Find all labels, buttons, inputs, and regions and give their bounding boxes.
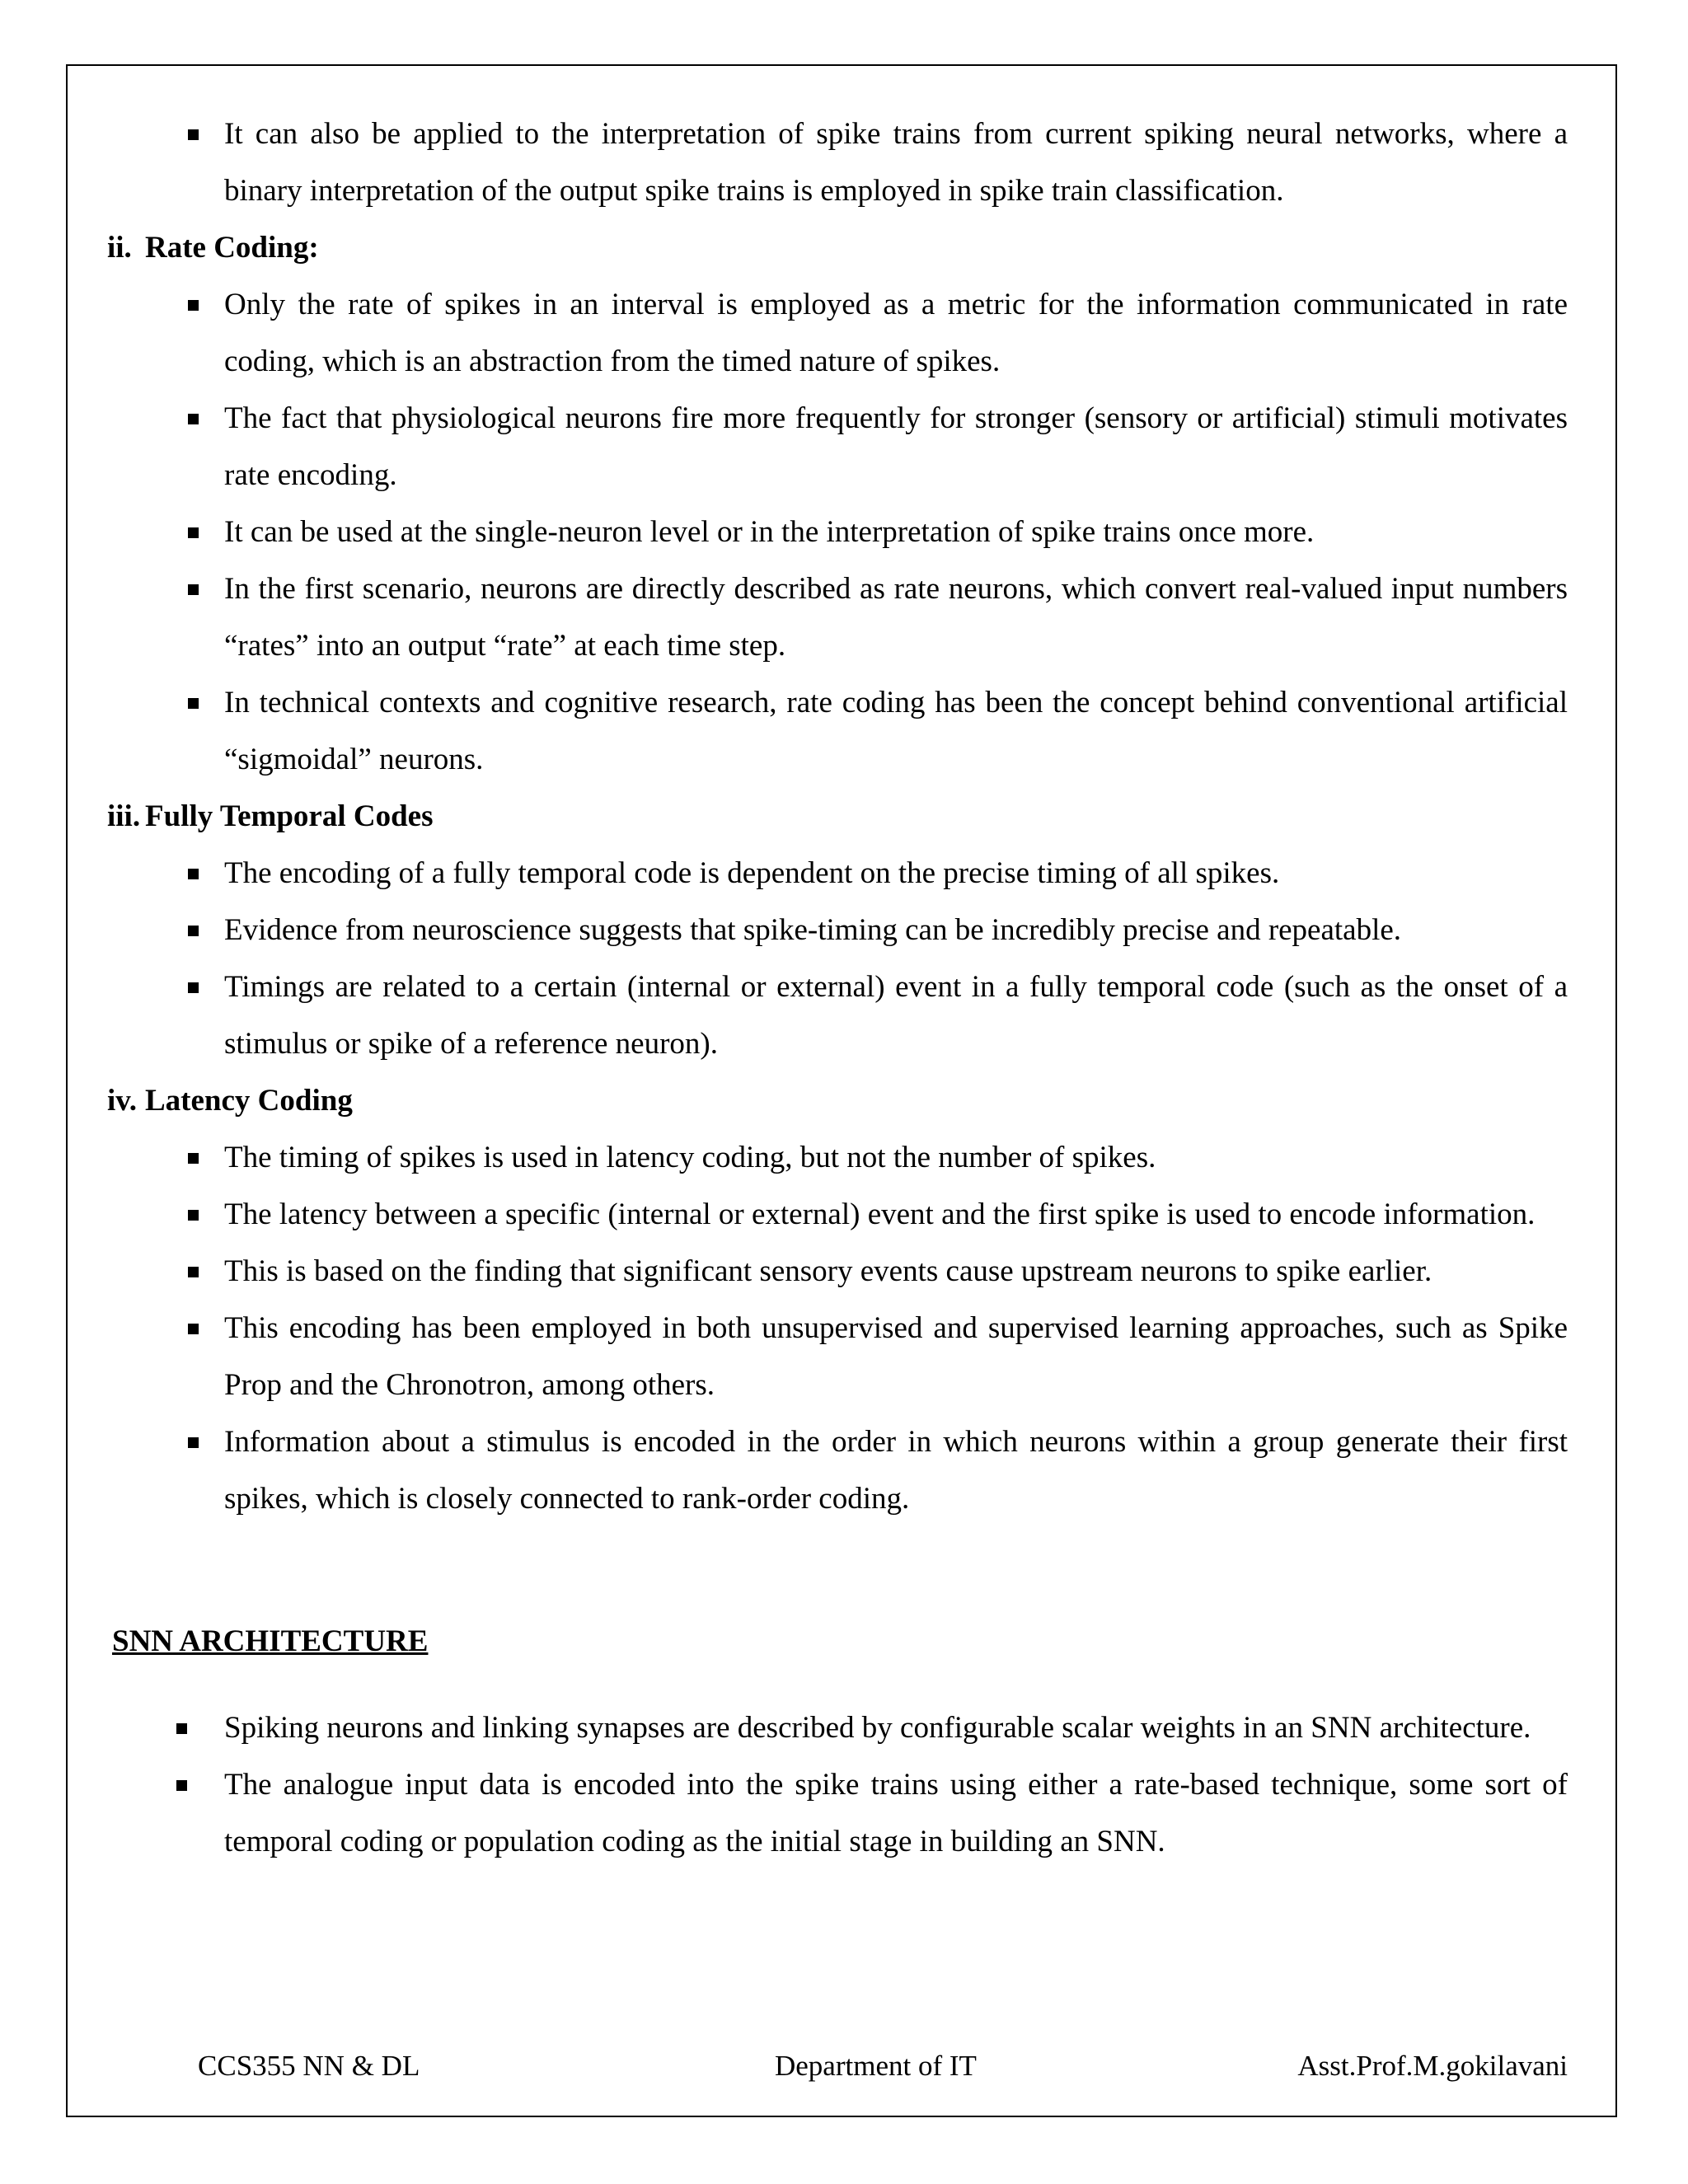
footer-department: Department of IT <box>775 2050 977 2082</box>
bullet-text: Evidence from neuroscience suggests that spike-timing can be incredibly precise and repeatable. <box>224 913 1402 947</box>
bullet-text: In the first scenario, neurons are directly described as rate neurons, which convert real-valued input numbers “rates” into an output “rate” at each time step. <box>224 572 1568 663</box>
bullet-item <box>148 560 1568 674</box>
bullet-text: Information about a stimulus is encoded in the order in which neurons within a group generate their first spikes, which is closely connected to rank-order coding. <box>224 1425 1568 1516</box>
bullet-item <box>148 390 1568 504</box>
square-bullet-icon <box>188 1437 199 1448</box>
intro-list <box>148 105 1568 219</box>
section-number: iii. <box>107 799 141 833</box>
bullet-item <box>148 105 1568 219</box>
square-bullet-icon <box>188 869 199 879</box>
bullet-text: This encoding has been employed in both unsupervised and supervised learning approaches, such as Spike Prop and the Chronotron, among others. <box>224 1311 1568 1402</box>
bullet-item <box>148 1756 1568 1870</box>
bullet-text: The timing of spikes is used in latency coding, but not the number of spikes. <box>224 1141 1156 1174</box>
bullet-item <box>148 1129 1568 1186</box>
bullet-item <box>148 1186 1568 1243</box>
fully-temporal-list <box>148 845 1568 1072</box>
architecture-list <box>148 1699 1568 1870</box>
architecture-heading: SNN ARCHITECTURE <box>112 1624 429 1658</box>
bullet-text: Spiking neurons and linking synapses are described by configurable scalar weights in an SNN architecture. <box>224 1711 1531 1745</box>
section-title: Latency Coding <box>145 1084 353 1118</box>
section-number: ii. <box>107 231 132 265</box>
bullet-text: Only the rate of spikes in an interval is employed as a metric for the information communicated in rate coding, which is an abstraction from the timed nature of spikes. <box>224 288 1568 378</box>
bullet-text: It can also be applied to the interpretation of spike trains from current spiking neural networks, where a binary interpretation of the output spike trains is employed in spike train classification. <box>224 117 1568 208</box>
bullet-text: The latency between a specific (internal or external) event and the first spike is used to encode information. <box>224 1197 1536 1231</box>
square-bullet-icon <box>188 1210 199 1221</box>
bullet-text: The analogue input data is encoded into the spike trains using either a rate-based technique, some sort of temporal coding or population coding as the initial stage in building an SNN. <box>224 1768 1568 1858</box>
bullet-item <box>148 674 1568 788</box>
square-bullet-icon <box>188 698 199 709</box>
bullet-item <box>148 1243 1568 1300</box>
section-heading-rate-coding <box>107 219 1526 276</box>
section-number: iv. <box>107 1084 137 1118</box>
square-bullet-icon <box>188 1267 199 1277</box>
bullet-item <box>148 1699 1568 1756</box>
bullet-text: The fact that physiological neurons fire more frequently for stronger (sensory or artificial) stimuli motivates rate encoding. <box>224 401 1568 492</box>
rate-coding-list <box>148 276 1568 788</box>
section-heading-latency-coding <box>107 1072 1526 1129</box>
square-bullet-icon <box>188 300 199 311</box>
bullet-item <box>148 504 1568 560</box>
square-bullet-icon <box>188 129 199 140</box>
footer-author: Asst.Prof.M.gokilavani <box>1297 2050 1568 2082</box>
page-footer <box>198 2046 1568 2087</box>
square-bullet-icon <box>188 1324 199 1334</box>
square-bullet-icon <box>176 1723 187 1734</box>
section-title: Rate Coding: <box>145 231 319 265</box>
footer-course-code: CCS355 NN & DL <box>198 2050 420 2082</box>
square-bullet-icon <box>188 926 199 936</box>
bullet-item <box>148 845 1568 902</box>
square-bullet-icon <box>188 982 199 993</box>
bullet-item <box>148 1413 1568 1527</box>
bullet-item <box>148 276 1568 390</box>
bullet-text: It can be used at the single-neuron level or in the interpretation of spike trains once more. <box>224 515 1315 549</box>
square-bullet-icon <box>188 414 199 424</box>
bullet-item <box>148 1300 1568 1413</box>
bullet-text: Timings are related to a certain (internal or external) event in a fully temporal code (such as the onset of a stimulus or spike of a reference neuron). <box>224 970 1568 1061</box>
bullet-item <box>148 958 1568 1072</box>
main-content <box>107 105 1568 1527</box>
section-heading-fully-temporal-codes <box>107 788 1526 845</box>
bullet-text: In technical contexts and cognitive research, rate coding has been the concept behind conventional artificial “sigmoidal” neurons. <box>224 686 1568 776</box>
latency-coding-list <box>148 1129 1568 1527</box>
section-title: Fully Temporal Codes <box>145 799 434 833</box>
square-bullet-icon <box>176 1780 187 1791</box>
bullet-text: This is based on the finding that significant sensory events cause upstream neurons to spike earlier. <box>224 1254 1432 1288</box>
square-bullet-icon <box>188 584 199 595</box>
bullet-item <box>148 902 1568 958</box>
architecture-content <box>148 1699 1568 1870</box>
square-bullet-icon <box>188 527 199 538</box>
bullet-text: The encoding of a fully temporal code is dependent on the precise timing of all spikes. <box>224 856 1280 890</box>
square-bullet-icon <box>188 1153 199 1164</box>
